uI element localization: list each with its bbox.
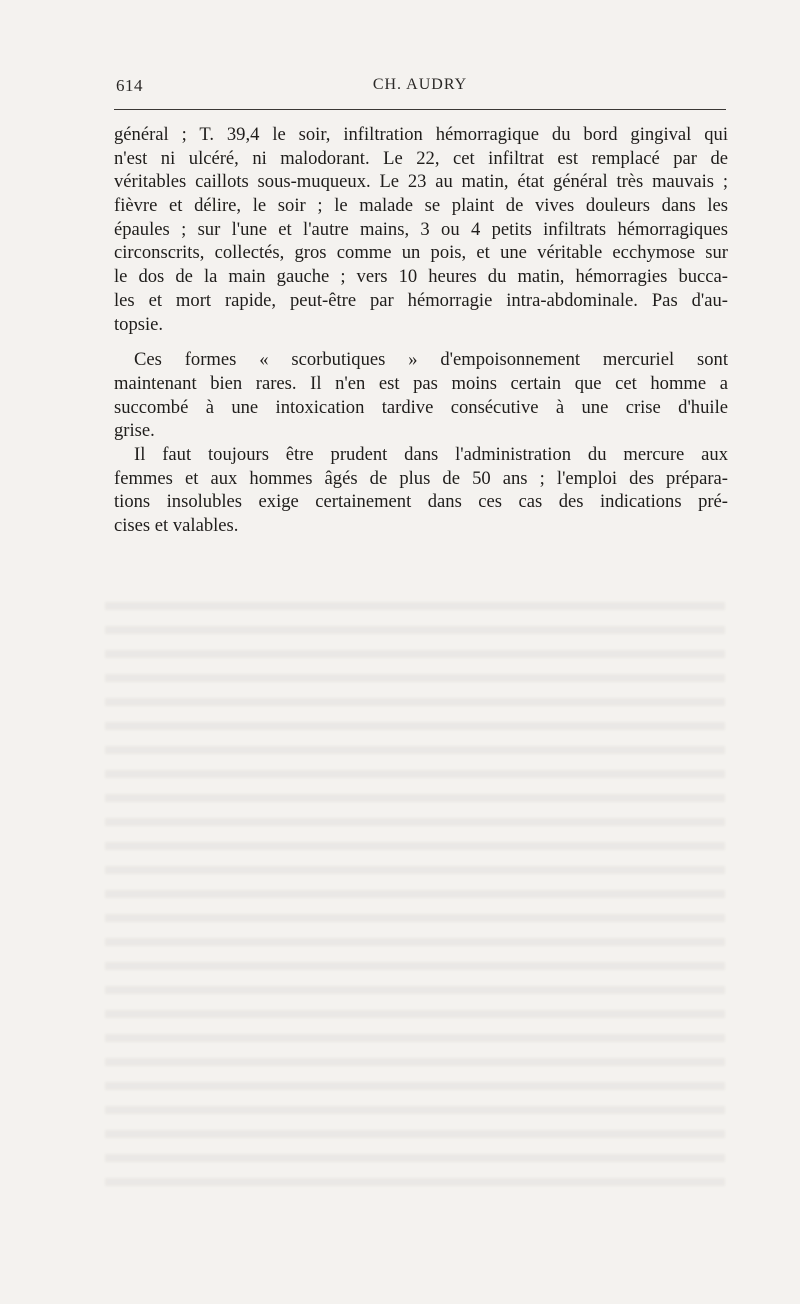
text-line: véritables caillots sous-muqueux. Le 23 au matin, état général très mauvais ; — [114, 171, 728, 193]
text-line: femmes et aux hommes âgés de plus de 50 ans ; l'emploi des prépara- — [114, 467, 728, 489]
text-line: le dos de la main gauche ; vers 10 heures du matin, hémorragies bucca- — [114, 266, 728, 288]
text-line: général ; T. 39,4 le soir, infiltration hémorragique du bord gingival qui — [114, 124, 728, 145]
text-line: tions insolubles exige certainement dans ces cas des indications pré- — [114, 491, 728, 513]
paragraph-1 — [114, 123, 728, 336]
text-line: épaules ; sur l'une et l'autre mains, 3 ou 4 petits infiltrats hémorragiques — [114, 218, 728, 240]
text-line: succombé à une intoxication tardive consécutive à une crise d'huile — [114, 396, 728, 418]
text-line: maintenant bien rares. Il n'en est pas moins certain que cet homme a — [114, 372, 728, 394]
text-line: fièvre et délire, le soir ; le malade se plaint de vives douleurs dans les — [114, 195, 728, 217]
paragraph-2 — [114, 348, 728, 443]
running-head: CH. AUDRY — [372, 76, 468, 93]
text-line: cises et valables. — [114, 515, 239, 536]
text-line: n'est ni ulcéré, ni malodorant. Le 22, cet infiltrat est remplacé par de — [114, 147, 728, 169]
text-line: circonscrits, collectés, gros comme un pois, et une véritable ecchymose sur — [114, 242, 728, 264]
page-header — [114, 76, 726, 100]
page-number: 614 — [116, 76, 143, 95]
header-rule — [114, 109, 726, 110]
body-text — [114, 123, 728, 538]
text-line: topsie. — [114, 313, 164, 335]
paragraph-3 — [114, 443, 728, 538]
text-line: Ces formes « scorbutiques » d'empoisonnement mercuriel sont — [134, 349, 728, 371]
text-line: grise. — [114, 420, 155, 442]
paragraph-gap — [114, 336, 728, 348]
text-line: Il faut toujours être prudent dans l'administration du mercure aux — [134, 443, 728, 465]
text-line: les et mort rapide, peut-être par hémorragie intra-abdominale. Pas d'au- — [114, 289, 728, 311]
verso-bleed-through — [105, 590, 725, 1190]
